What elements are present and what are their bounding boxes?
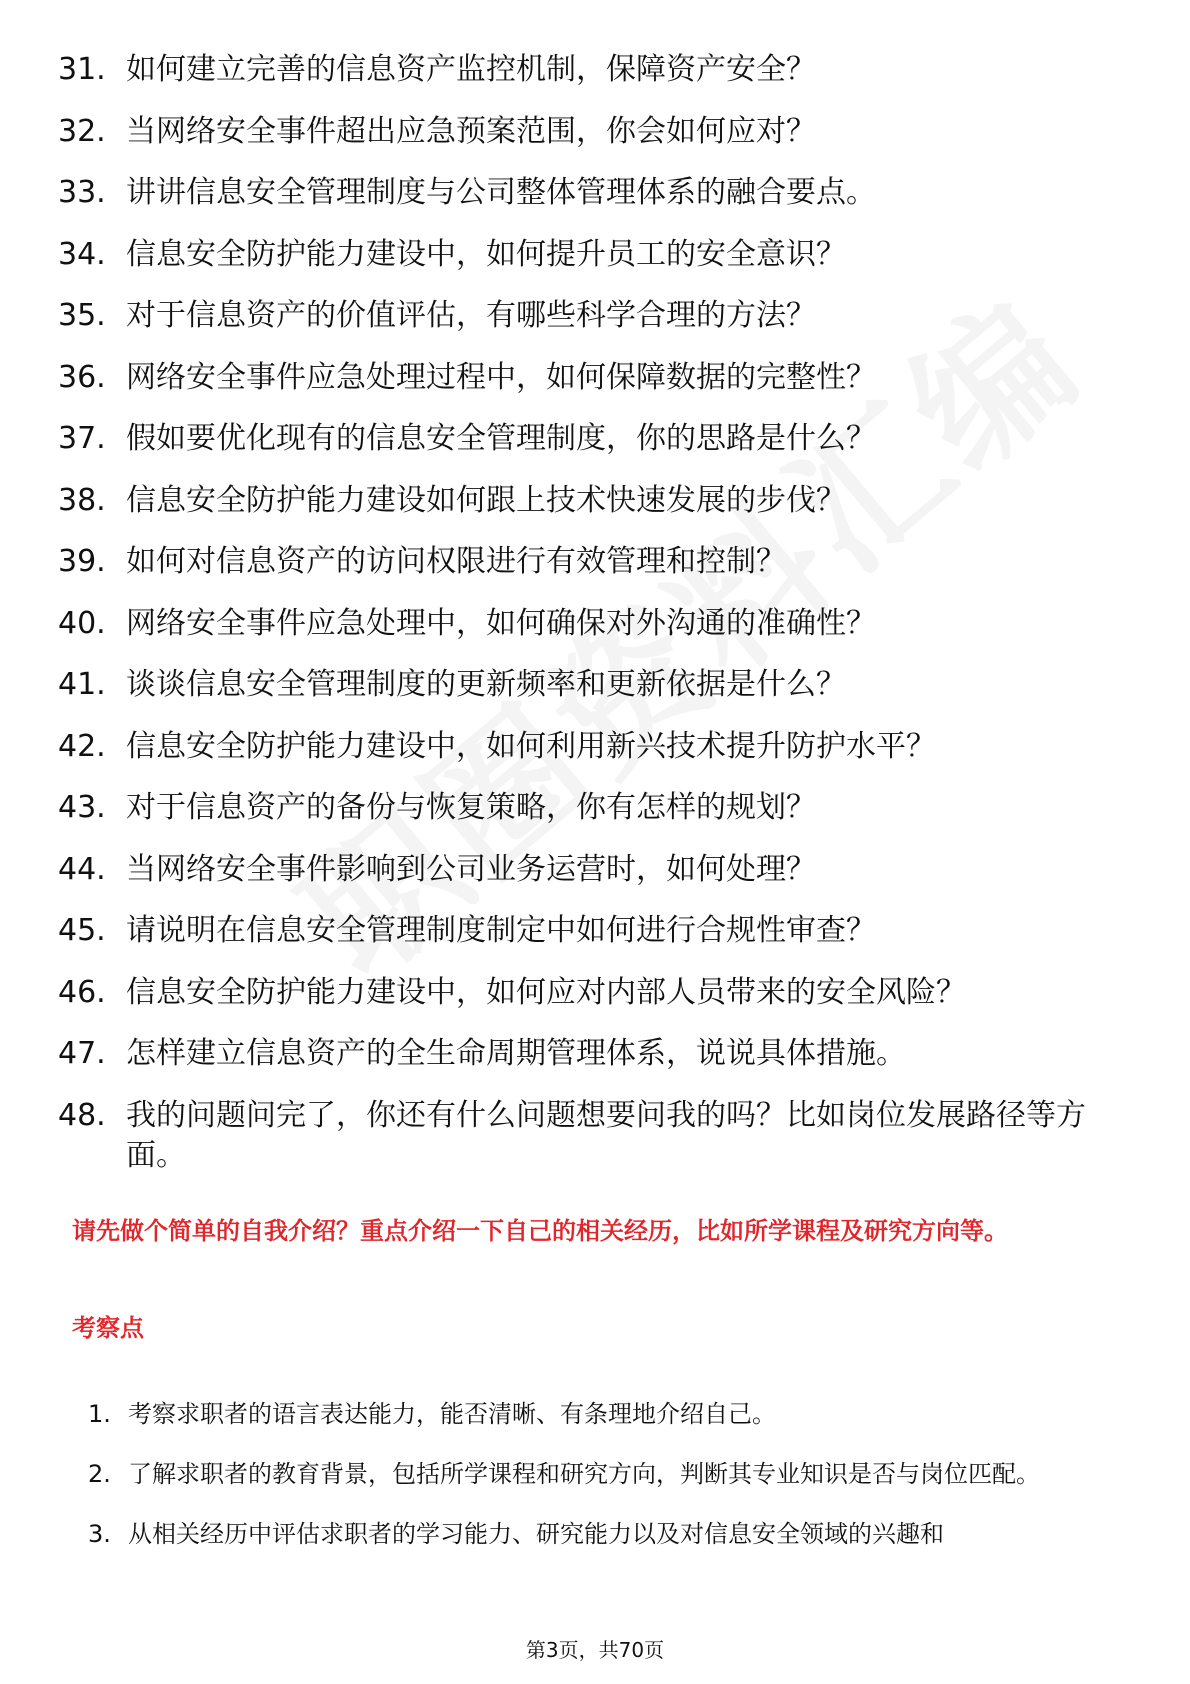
list-item — [88, 1504, 1122, 1564]
question-text: 对于信息资产的价值评估，有哪些科学合理的方法？ — [126, 298, 816, 333]
question-number: 31. — [58, 52, 106, 87]
section-title: 考察点 — [72, 1314, 144, 1342]
question-number: 46. — [58, 974, 106, 1010]
question-text: 信息安全防护能力建设中，如何应对内部人员带来的安全风险？ — [126, 974, 966, 1010]
question-number: 33. — [58, 175, 106, 210]
point-number: 1. — [88, 1400, 111, 1428]
question-text: 网络安全事件应急处理中，如何确保对外沟通的准确性？ — [126, 605, 876, 641]
question-number: 42. — [58, 728, 106, 764]
question-number: 40. — [58, 605, 106, 641]
question-text: 假如要优化现有的信息安全管理制度，你的思路是什么？ — [126, 421, 876, 456]
list-item — [58, 1096, 1118, 1176]
list-item — [58, 358, 1118, 398]
list-item — [58, 419, 1118, 459]
question-text: 信息安全防护能力建设中，如何利用新兴技术提升防护水平？ — [126, 728, 936, 764]
list-item — [88, 1444, 1122, 1504]
list-item — [58, 50, 1118, 90]
question-number: 47. — [58, 1036, 106, 1071]
question-number: 34. — [58, 236, 106, 272]
list-item — [58, 604, 1118, 644]
page-number: 第3页，共70页 — [525, 1638, 665, 1662]
question-text: 我的问题问完了，你还有什么问题想要问我的吗？比如岗位发展路径等方面。 — [126, 1097, 1086, 1173]
question-text: 当网络安全事件影响到公司业务运营时，如何处理？ — [126, 851, 816, 887]
question-number: 39. — [58, 544, 106, 579]
question-text: 怎样建立信息资产的全生命周期管理体系，说说具体措施。 — [126, 1036, 906, 1071]
question-number: 32. — [58, 113, 106, 149]
question-text: 信息安全防护能力建设中，如何提升员工的安全意识？ — [126, 236, 846, 272]
question-number: 44. — [58, 851, 106, 887]
list-item — [58, 481, 1118, 521]
point-text: 考察求职者的语言表达能力，能否清晰、有条理地介绍自己。 — [128, 1400, 776, 1428]
question-number: 43. — [58, 790, 106, 825]
point-text: 了解求职者的教育背景，包括所学课程和研究方向，判断其专业知识是否与岗位匹配。 — [128, 1460, 1040, 1488]
question-list — [58, 50, 1118, 1197]
list-item — [58, 788, 1118, 828]
list-item — [88, 1384, 1122, 1444]
list-item — [58, 665, 1118, 705]
list-item — [58, 542, 1118, 582]
list-item — [58, 296, 1118, 336]
question-number: 45. — [58, 913, 106, 948]
point-text: 从相关经历中评估求职者的学习能力、研究能力以及对信息安全领域的兴趣和 — [128, 1520, 944, 1548]
question-text: 网络安全事件应急处理过程中，如何保障数据的完整性？ — [126, 359, 876, 395]
question-text: 讲讲信息安全管理制度与公司整体管理体系的融合要点。 — [126, 175, 876, 210]
question-text: 如何建立完善的信息资产监控机制，保障资产安全？ — [126, 52, 816, 87]
list-item — [58, 911, 1118, 951]
list-item — [58, 235, 1118, 275]
list-item — [58, 727, 1118, 767]
question-text: 谈谈信息安全管理制度的更新频率和更新依据是什么？ — [126, 667, 846, 702]
list-item — [58, 173, 1118, 213]
question-number: 36. — [58, 359, 106, 395]
list-item — [58, 850, 1118, 890]
list-item — [58, 112, 1118, 152]
list-item — [58, 973, 1118, 1013]
question-text: 如何对信息资产的访问权限进行有效管理和控制？ — [126, 544, 786, 579]
point-number: 3. — [88, 1520, 111, 1548]
question-number: 35. — [58, 298, 106, 333]
point-number: 2. — [88, 1460, 111, 1488]
question-text: 当网络安全事件超出应急预案范围，你会如何应对？ — [126, 113, 816, 149]
question-number: 38. — [58, 482, 106, 518]
question-number: 41. — [58, 667, 106, 702]
assessment-points-list — [88, 1384, 1122, 1564]
question-text: 请说明在信息安全管理制度制定中如何进行合规性审查？ — [126, 913, 876, 948]
question-text: 信息安全防护能力建设如何跟上技术快速发展的步伐？ — [126, 482, 846, 518]
highlighted-question: 请先做个简单的自我介绍？重点介绍一下自己的相关经历，比如所学课程及研究方向等。 — [72, 1217, 1008, 1245]
question-text: 对于信息资产的备份与恢复策略，你有怎样的规划？ — [126, 790, 816, 825]
question-number: 48. — [58, 1097, 106, 1133]
list-item — [58, 1034, 1118, 1074]
question-number: 37. — [58, 421, 106, 456]
